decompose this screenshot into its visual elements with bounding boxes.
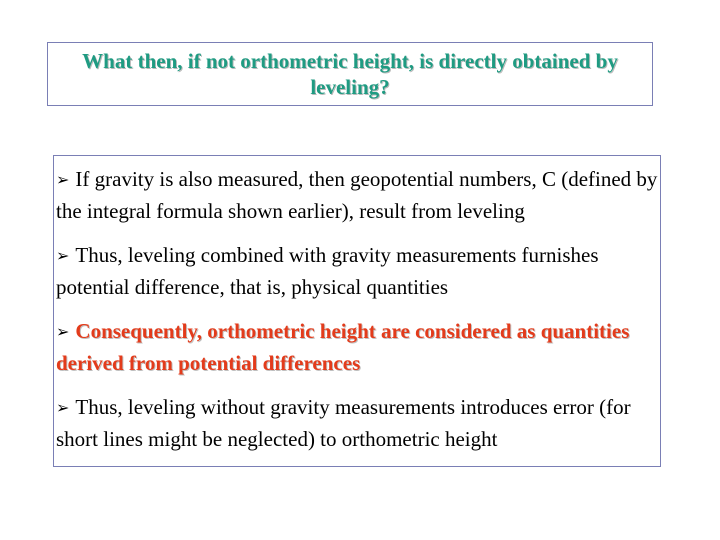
- arrowhead-bullet-icon: ➢: [56, 322, 70, 341]
- bullet-item: [56, 392, 658, 455]
- title-box: [47, 42, 653, 106]
- bullet-text: If gravity is also measured, then geopotential numbers, C (defined by the integral formula shown earlier), result from leveling: [56, 167, 658, 223]
- arrowhead-bullet-icon: ➢: [56, 246, 70, 265]
- bullet-item: [56, 164, 658, 227]
- bullet-text: Consequently, orthometric height are considered as quantities derived from potential differences: [56, 319, 630, 375]
- slide-title: What then, if not orthometric height, is directly obtained by leveling?: [82, 49, 618, 99]
- bullet-text: Thus, leveling combined with gravity measurements furnishes potential difference, that is, physical quantities: [56, 243, 599, 299]
- bullet-item-highlighted: [56, 316, 658, 379]
- arrowhead-bullet-icon: ➢: [56, 170, 70, 189]
- arrowhead-bullet-icon: ➢: [56, 398, 70, 417]
- bullet-item: [56, 240, 658, 303]
- bullet-list: [53, 155, 661, 467]
- bullet-text: Thus, leveling without gravity measurements introduces error (for short lines might be neglected) to orthometric height: [56, 395, 631, 451]
